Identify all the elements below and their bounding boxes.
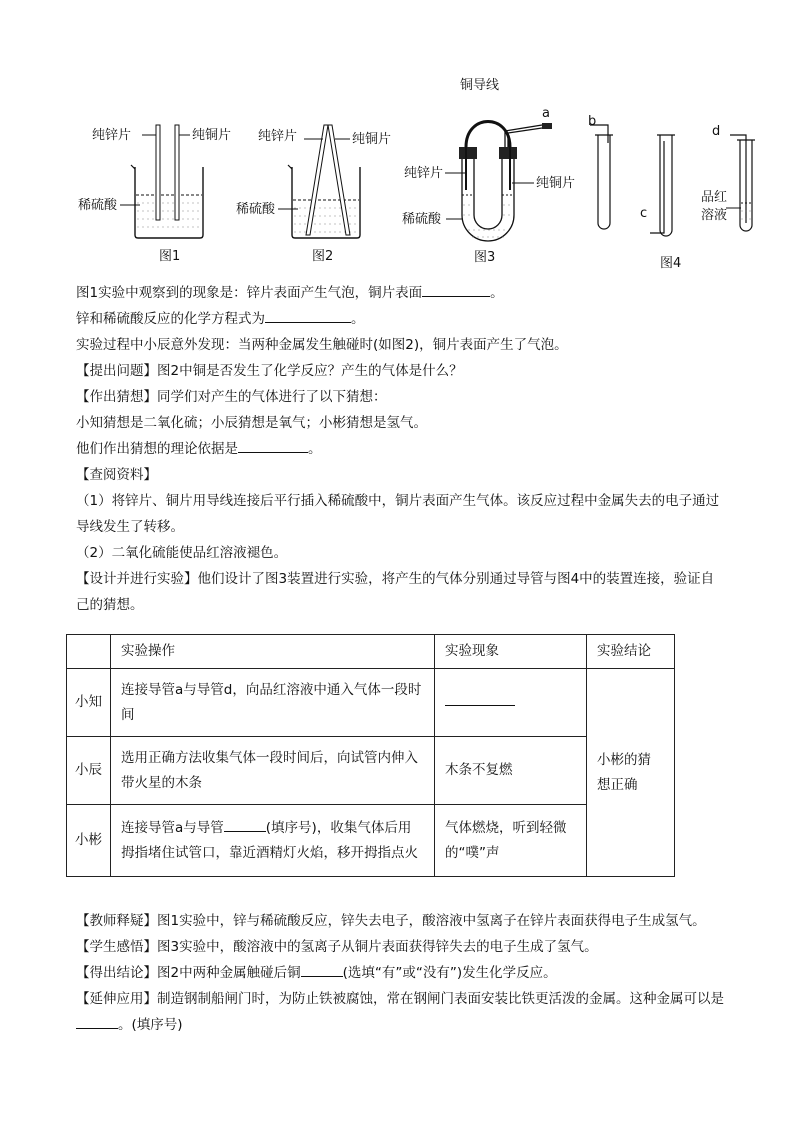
header-conclusion: 实验结论	[587, 635, 675, 669]
header-empty	[67, 635, 111, 669]
experiment-design: 【设计并进行实验】他们设计了图3装置进行实验，将产生的气体分别通过导管与图4中的装置连接，验证自己的猜想。	[76, 571, 715, 613]
reference-item-2: （2）二氧化硫能使品红溶液褪色。	[76, 545, 288, 561]
observation-line	[76, 280, 726, 306]
fig4-c-label: c	[640, 206, 648, 221]
conclusion-line	[76, 960, 726, 986]
answer-blank-4[interactable]	[445, 691, 515, 706]
discovery-line: 实验过程中小辰意外发现：当两种金属发生触碰时(如图2)，铜片表面产生了气泡。	[76, 337, 568, 353]
fig2-zinc-label: 纯锌片	[258, 129, 298, 144]
reference-item-1: （1）将锌片、铜片用导线连接后平行插入稀硫酸中，铜片表面产生气体。该反应过程中金属失去的电子通过导线发生了转移。	[76, 493, 720, 535]
fig3-caption: 图3	[474, 250, 496, 265]
application-text-a: 【延伸应用】制造钢制船闸门时，为防止铁被腐蚀，常在钢闸门表面安装比铁更活泼的金属。这种金属可以是	[76, 991, 724, 1007]
period: 。	[308, 441, 322, 457]
fig2-caption: 图2	[312, 249, 334, 264]
student-name: 小辰	[67, 737, 111, 805]
fig3-wire-label: 铜导线	[460, 78, 500, 93]
operation-cell: 选用正确方法收集气体一段时间后，向试管内伸入带火星的木条	[111, 737, 435, 805]
period: 。	[490, 285, 504, 301]
hypothesis-heading: 【作出猜想】同学们对产生的气体进行了以下猜想：	[76, 389, 387, 405]
conclusion-text-a: 【得出结论】图2中两种金属触碰后铜	[76, 965, 301, 981]
application-line	[76, 986, 726, 1038]
question-line: 【提出问题】图2中铜是否发生了化学反应？产生的气体是什么？	[76, 363, 463, 379]
student-name: 小知	[67, 669, 111, 737]
fig4-b-label: b	[588, 114, 597, 129]
apparatus-figures	[60, 78, 780, 275]
reference-heading: 【查阅资料】	[76, 467, 157, 483]
fig2-copper-label: 纯铜片	[352, 132, 392, 147]
header-operation: 实验操作	[111, 635, 435, 669]
fig4-solution-label-1: 品红	[701, 190, 728, 205]
table-header-row	[67, 635, 675, 669]
answer-blank-5[interactable]	[224, 817, 266, 832]
phenomenon-cell: 气体燃烧，听到轻微的“噗”声	[435, 805, 587, 877]
hypothesis-line: 小知猜想是二氧化硫；小辰猜想是氧气；小彬猜想是氢气。	[76, 415, 427, 431]
answer-blank-1[interactable]	[422, 282, 490, 297]
conclusion-cell: 小彬的猜想正确	[587, 669, 675, 877]
student-name: 小彬	[67, 805, 111, 877]
table-row	[67, 737, 675, 805]
equation-line	[76, 306, 726, 332]
table-row	[67, 669, 675, 737]
figure-3	[402, 77, 575, 265]
answer-blank-6[interactable]	[301, 962, 343, 977]
fig4-caption: 图4	[660, 256, 682, 271]
fig1-caption: 图1	[159, 249, 181, 264]
fig4-d-label: d	[712, 124, 721, 139]
figure-2	[236, 125, 391, 264]
figure-1	[78, 125, 231, 264]
conclusion-text-b: (选填“有”或“没有”)发生化学反应。	[342, 965, 557, 981]
fig4-solution-label-2: 溶液	[701, 208, 728, 223]
operation-text-a: 连接导管a与导管	[121, 819, 224, 836]
fig1-zinc-label: 纯锌片	[92, 128, 132, 143]
fig3-zinc-label: 纯锌片	[404, 166, 444, 181]
period: 。	[351, 311, 365, 327]
experiment-table	[66, 634, 675, 877]
header-phenomenon: 实验现象	[435, 635, 587, 669]
application-text-b: 。(填序号)	[118, 1017, 183, 1033]
fig3-a-label: a	[542, 106, 550, 121]
fig3-acid-label: 稀硫酸	[402, 212, 442, 227]
phenomenon-cell: 木条不复燃	[435, 737, 587, 805]
student-reflection: 【学生感悟】图3实验中，酸溶液中的氢离子从铜片表面获得锌失去的电子生成了氢气。	[76, 939, 598, 955]
operation-text-b: (填序号)，收集气体后用拇指堵住试管口，靠近酒精灯火焰，移开拇指点火	[121, 819, 418, 861]
answer-blank-7[interactable]	[76, 1014, 118, 1029]
table-row	[67, 805, 675, 877]
answer-blank-2[interactable]	[265, 308, 351, 323]
fig1-copper-label: 纯铜片	[192, 128, 232, 143]
figure-4	[588, 114, 755, 271]
observation-text: 图1实验中观察到的现象是：锌片表面产生气泡，铜片表面	[76, 285, 423, 301]
fig3-copper-label: 纯铜片	[536, 176, 576, 191]
basis-line	[76, 436, 726, 462]
fig2-acid-label: 稀硫酸	[236, 202, 276, 217]
teacher-explanation: 【教师释疑】图1实验中，锌与稀硫酸反应，锌失去电子，酸溶液中氢离子在锌片表面获得电子生成氢气。	[76, 913, 706, 929]
figures-area	[60, 78, 780, 275]
answer-blank-3[interactable]	[238, 438, 308, 453]
operation-cell	[111, 805, 435, 877]
phenomenon-cell	[435, 669, 587, 737]
basis-text: 他们作出猜想的理论依据是	[76, 441, 238, 457]
fig1-acid-label: 稀硫酸	[78, 198, 118, 213]
equation-text: 锌和稀硫酸反应的化学方程式为	[76, 311, 265, 327]
operation-cell: 连接导管a与导管d，向品红溶液中通入气体一段时间	[111, 669, 435, 737]
